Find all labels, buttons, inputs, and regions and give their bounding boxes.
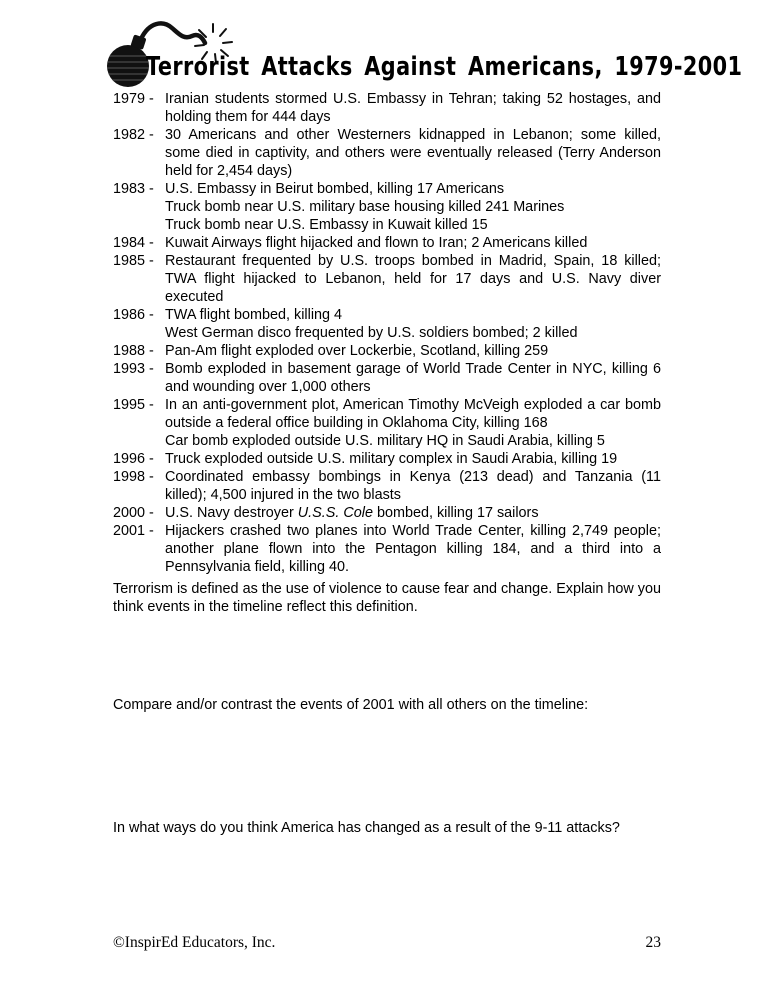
timeline-event-text: Iranian students stormed U.S. Embassy in Tehran; taking 52 hostages, and holding them for 444 days <box>165 91 661 125</box>
timeline-year: 2001 - <box>113 523 154 539</box>
timeline-event-text: Pan-Am flight exploded over Lockerbie, Scotland, killing 259 <box>165 343 549 359</box>
timeline-events <box>165 396 661 450</box>
timeline-year: 1995 - <box>113 397 154 413</box>
timeline-year: 1988 - <box>113 343 154 359</box>
prompt-definition: Terrorism is defined as the use of violence to cause fear and change. Explain how you think events in the timeline reflect this definition. <box>113 581 661 615</box>
timeline-year: 2000 - <box>113 505 154 521</box>
timeline-event-text: Coordinated embassy bombings in Kenya (213 dead) and Tanzania (11 killed); 4,500 injured in the two blasts <box>165 469 661 503</box>
timeline-entry <box>113 396 661 450</box>
timeline-event-text: Kuwait Airways flight hijacked and flown to Iran; 2 Americans killed <box>165 235 588 251</box>
timeline-event-text: Truck bomb near U.S. military base housing killed 241 Marines <box>165 199 565 215</box>
timeline-event-text: Truck bomb near U.S. Embassy in Kuwait killed 15 <box>165 217 488 233</box>
prompt-changed: In what ways do you think America has changed as a result of the 9-11 attacks? <box>113 820 620 836</box>
timeline-entry <box>113 342 661 360</box>
timeline-year: 1996 - <box>113 451 154 467</box>
timeline <box>113 90 661 576</box>
timeline-events <box>165 306 661 342</box>
page-footer <box>113 934 661 952</box>
prompt-compare: Compare and/or contrast the events of 2001 with all others on the timeline: <box>113 697 589 713</box>
timeline-year: 1985 - <box>113 253 154 269</box>
timeline-event-text: Car bomb exploded outside U.S. military HQ in Saudi Arabia, killing 5 <box>165 433 605 449</box>
page-number: 23 <box>645 934 661 951</box>
worksheet-content <box>113 90 661 837</box>
timeline-event-text: Restaurant frequented by U.S. troops bombed in Madrid, Spain, 18 killed; TWA flight hijacked to Lebanon, held for 17 days and U.S. Navy diver executed <box>165 253 661 305</box>
timeline-event-text: Truck exploded outside U.S. military complex in Saudi Arabia, killing 19 <box>165 451 618 467</box>
timeline-events <box>165 522 661 576</box>
timeline-events <box>165 90 661 126</box>
timeline-events <box>165 234 661 252</box>
timeline-event-text: Hijackers crashed two planes into World Trade Center, killing 2,749 people; another plane flown into the Pentagon killing 184, and a third into a Pennsylvania field, killing 40. <box>165 523 661 575</box>
timeline-entry <box>113 450 661 468</box>
timeline-entry <box>113 468 661 504</box>
timeline-year: 1982 - <box>113 127 154 143</box>
timeline-entry <box>113 360 661 396</box>
timeline-year: 1983 - <box>113 181 154 197</box>
timeline-events <box>165 126 661 180</box>
timeline-event-text: In an anti-government plot, American Timothy McVeigh exploded a car bomb outside a federal office building in Oklahoma City, killing 168 <box>165 397 661 431</box>
timeline-entry <box>113 126 661 180</box>
copyright-text: ©InspirEd Educators, Inc. <box>113 934 276 951</box>
timeline-entry <box>113 252 661 306</box>
timeline-year: 1986 - <box>113 307 154 323</box>
timeline-year: 1979 - <box>113 91 154 107</box>
timeline-entry <box>113 522 661 576</box>
timeline-events <box>165 504 661 522</box>
timeline-year: 1993 - <box>113 361 154 377</box>
timeline-year: 1998 - <box>113 469 154 485</box>
timeline-event-text: Bomb exploded in basement garage of World Trade Center in NYC, killing 6 and wounding over 1,000 others <box>165 361 661 395</box>
timeline-entry <box>113 180 661 234</box>
timeline-event-text: TWA flight bombed, killing 4 <box>165 307 343 323</box>
timeline-entry <box>113 504 661 522</box>
timeline-events <box>165 468 661 504</box>
timeline-event-text: 30 Americans and other Westerners kidnapped in Lebanon; some killed, some died in captivity, and others were eventually released (Terry Anderson held for 2,454 days) <box>165 127 661 179</box>
timeline-events <box>165 252 661 306</box>
timeline-events <box>165 450 661 468</box>
timeline-event-text: U.S. Embassy in Beirut bombed, killing 17 Americans <box>165 181 505 197</box>
timeline-entry <box>113 306 661 342</box>
timeline-events <box>165 342 661 360</box>
timeline-entry <box>113 90 661 126</box>
page-title: Terrorist Attacks Against Americans, 1979-2001 <box>146 52 743 82</box>
timeline-event-text: U.S. Navy destroyer U.S.S. Cole bombed, killing 17 sailors <box>165 505 539 521</box>
timeline-events <box>165 360 661 396</box>
page-header <box>0 0 773 90</box>
timeline-event-text: West German disco frequented by U.S. soldiers bombed; 2 killed <box>165 325 578 341</box>
timeline-year: 1984 - <box>113 235 154 251</box>
timeline-events <box>165 180 661 234</box>
timeline-entry <box>113 234 661 252</box>
